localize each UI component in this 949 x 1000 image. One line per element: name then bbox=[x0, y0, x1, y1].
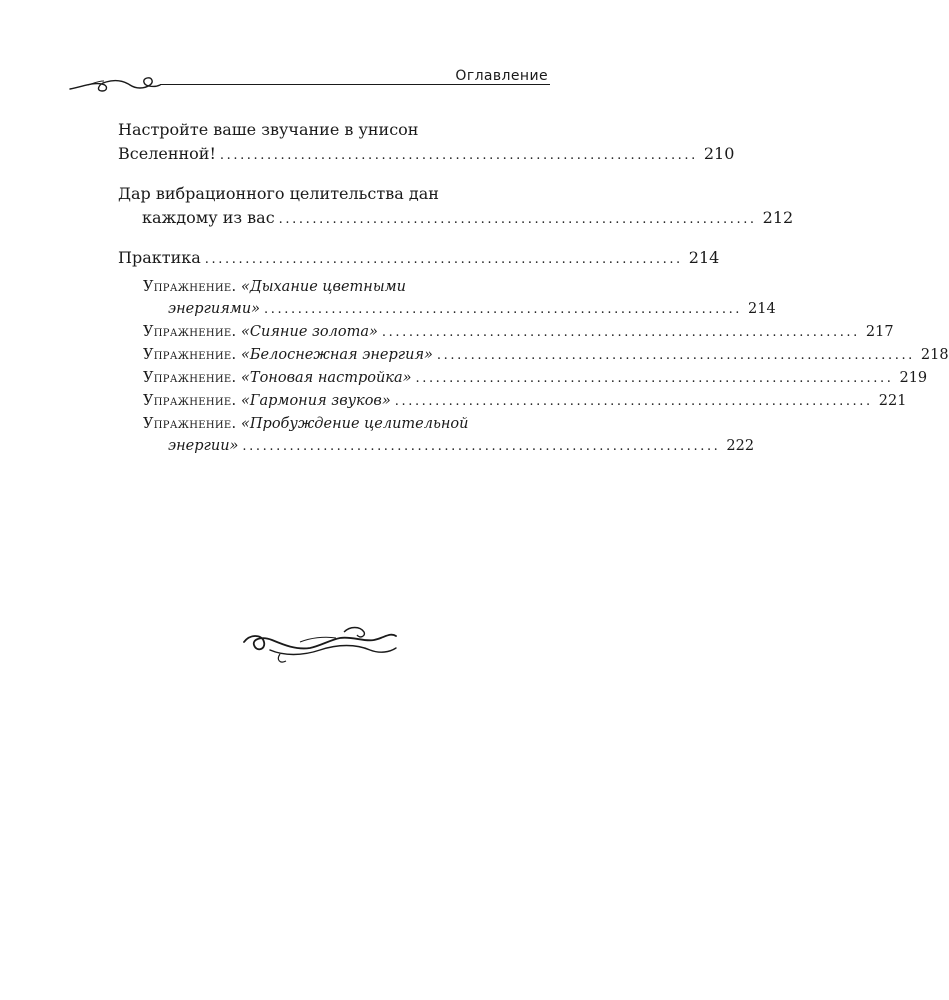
exercise-prefix: Упражнение. bbox=[143, 347, 237, 363]
dot-leader: ....................................................................... bbox=[204, 252, 683, 267]
exercise-title-continued: энергии» bbox=[168, 438, 239, 454]
toc-exercise[interactable] bbox=[143, 276, 776, 321]
header-rule bbox=[160, 84, 550, 85]
table-of-contents bbox=[118, 118, 949, 458]
exercise-title-continued: энергиями» bbox=[168, 301, 261, 317]
exercise-prefix: Упражнение. bbox=[143, 393, 237, 409]
page-number: 212 bbox=[762, 208, 794, 227]
exercise-title: «Тоновая настройка» bbox=[241, 370, 412, 386]
dot-leader: ....................................................................... bbox=[242, 439, 721, 454]
toc-entry[interactable] bbox=[118, 118, 735, 168]
exercise-prefix: Упражнение. bbox=[143, 416, 237, 432]
exercise-title: «Гармония звуков» bbox=[241, 393, 391, 409]
exercise-title: «Белоснежная энергия» bbox=[241, 347, 433, 363]
section-title: Практика bbox=[118, 248, 201, 267]
page-number: 214 bbox=[748, 301, 776, 317]
page-number: 221 bbox=[878, 393, 907, 409]
toc-entry-title: Дар вибрационного целительства дан bbox=[118, 184, 439, 203]
dot-leader: ....................................................................... bbox=[381, 325, 860, 340]
toc-exercise[interactable] bbox=[143, 413, 755, 458]
toc-exercise[interactable] bbox=[143, 344, 949, 367]
dot-leader: ....................................................................... bbox=[394, 394, 873, 409]
page-number: 214 bbox=[688, 248, 720, 267]
dot-leader: ....................................................................... bbox=[415, 371, 894, 386]
page-number: 218 bbox=[920, 347, 949, 363]
page-number: 222 bbox=[726, 438, 755, 454]
exercise-prefix: Упражнение. bbox=[143, 324, 237, 340]
page-number: 210 bbox=[703, 144, 735, 163]
page-number: 219 bbox=[899, 370, 928, 386]
exercise-title: «Сияние золота» bbox=[241, 324, 378, 340]
toc-exercise[interactable] bbox=[143, 321, 894, 344]
toc-entry[interactable] bbox=[118, 182, 794, 232]
running-head-title: Оглавление bbox=[455, 68, 548, 84]
fleuron-icon bbox=[240, 620, 400, 668]
toc-exercise[interactable] bbox=[143, 390, 907, 413]
toc-section[interactable] bbox=[118, 246, 720, 272]
toc-entry-title-continued: Вселенной! bbox=[118, 144, 216, 163]
toc-entry-title-continued: каждому из вас bbox=[142, 208, 275, 227]
dot-leader: ....................................................................... bbox=[436, 348, 915, 363]
exercise-title: «Пробуждение целительной bbox=[241, 416, 469, 432]
page-number: 217 bbox=[865, 324, 894, 340]
scroll-flourish-icon bbox=[68, 72, 160, 94]
exercise-title: «Дыхание цветными bbox=[241, 279, 407, 295]
exercise-prefix: Упражнение. bbox=[143, 279, 237, 295]
exercise-prefix: Упражнение. bbox=[143, 370, 237, 386]
dot-leader: ....................................................................... bbox=[219, 148, 698, 163]
toc-entry-title: Настройте ваше звучание в унисон bbox=[118, 120, 419, 139]
dot-leader: ....................................................................... bbox=[264, 302, 743, 317]
toc-exercise[interactable] bbox=[143, 367, 928, 390]
dot-leader: ....................................................................... bbox=[278, 212, 757, 227]
running-head bbox=[68, 64, 550, 98]
